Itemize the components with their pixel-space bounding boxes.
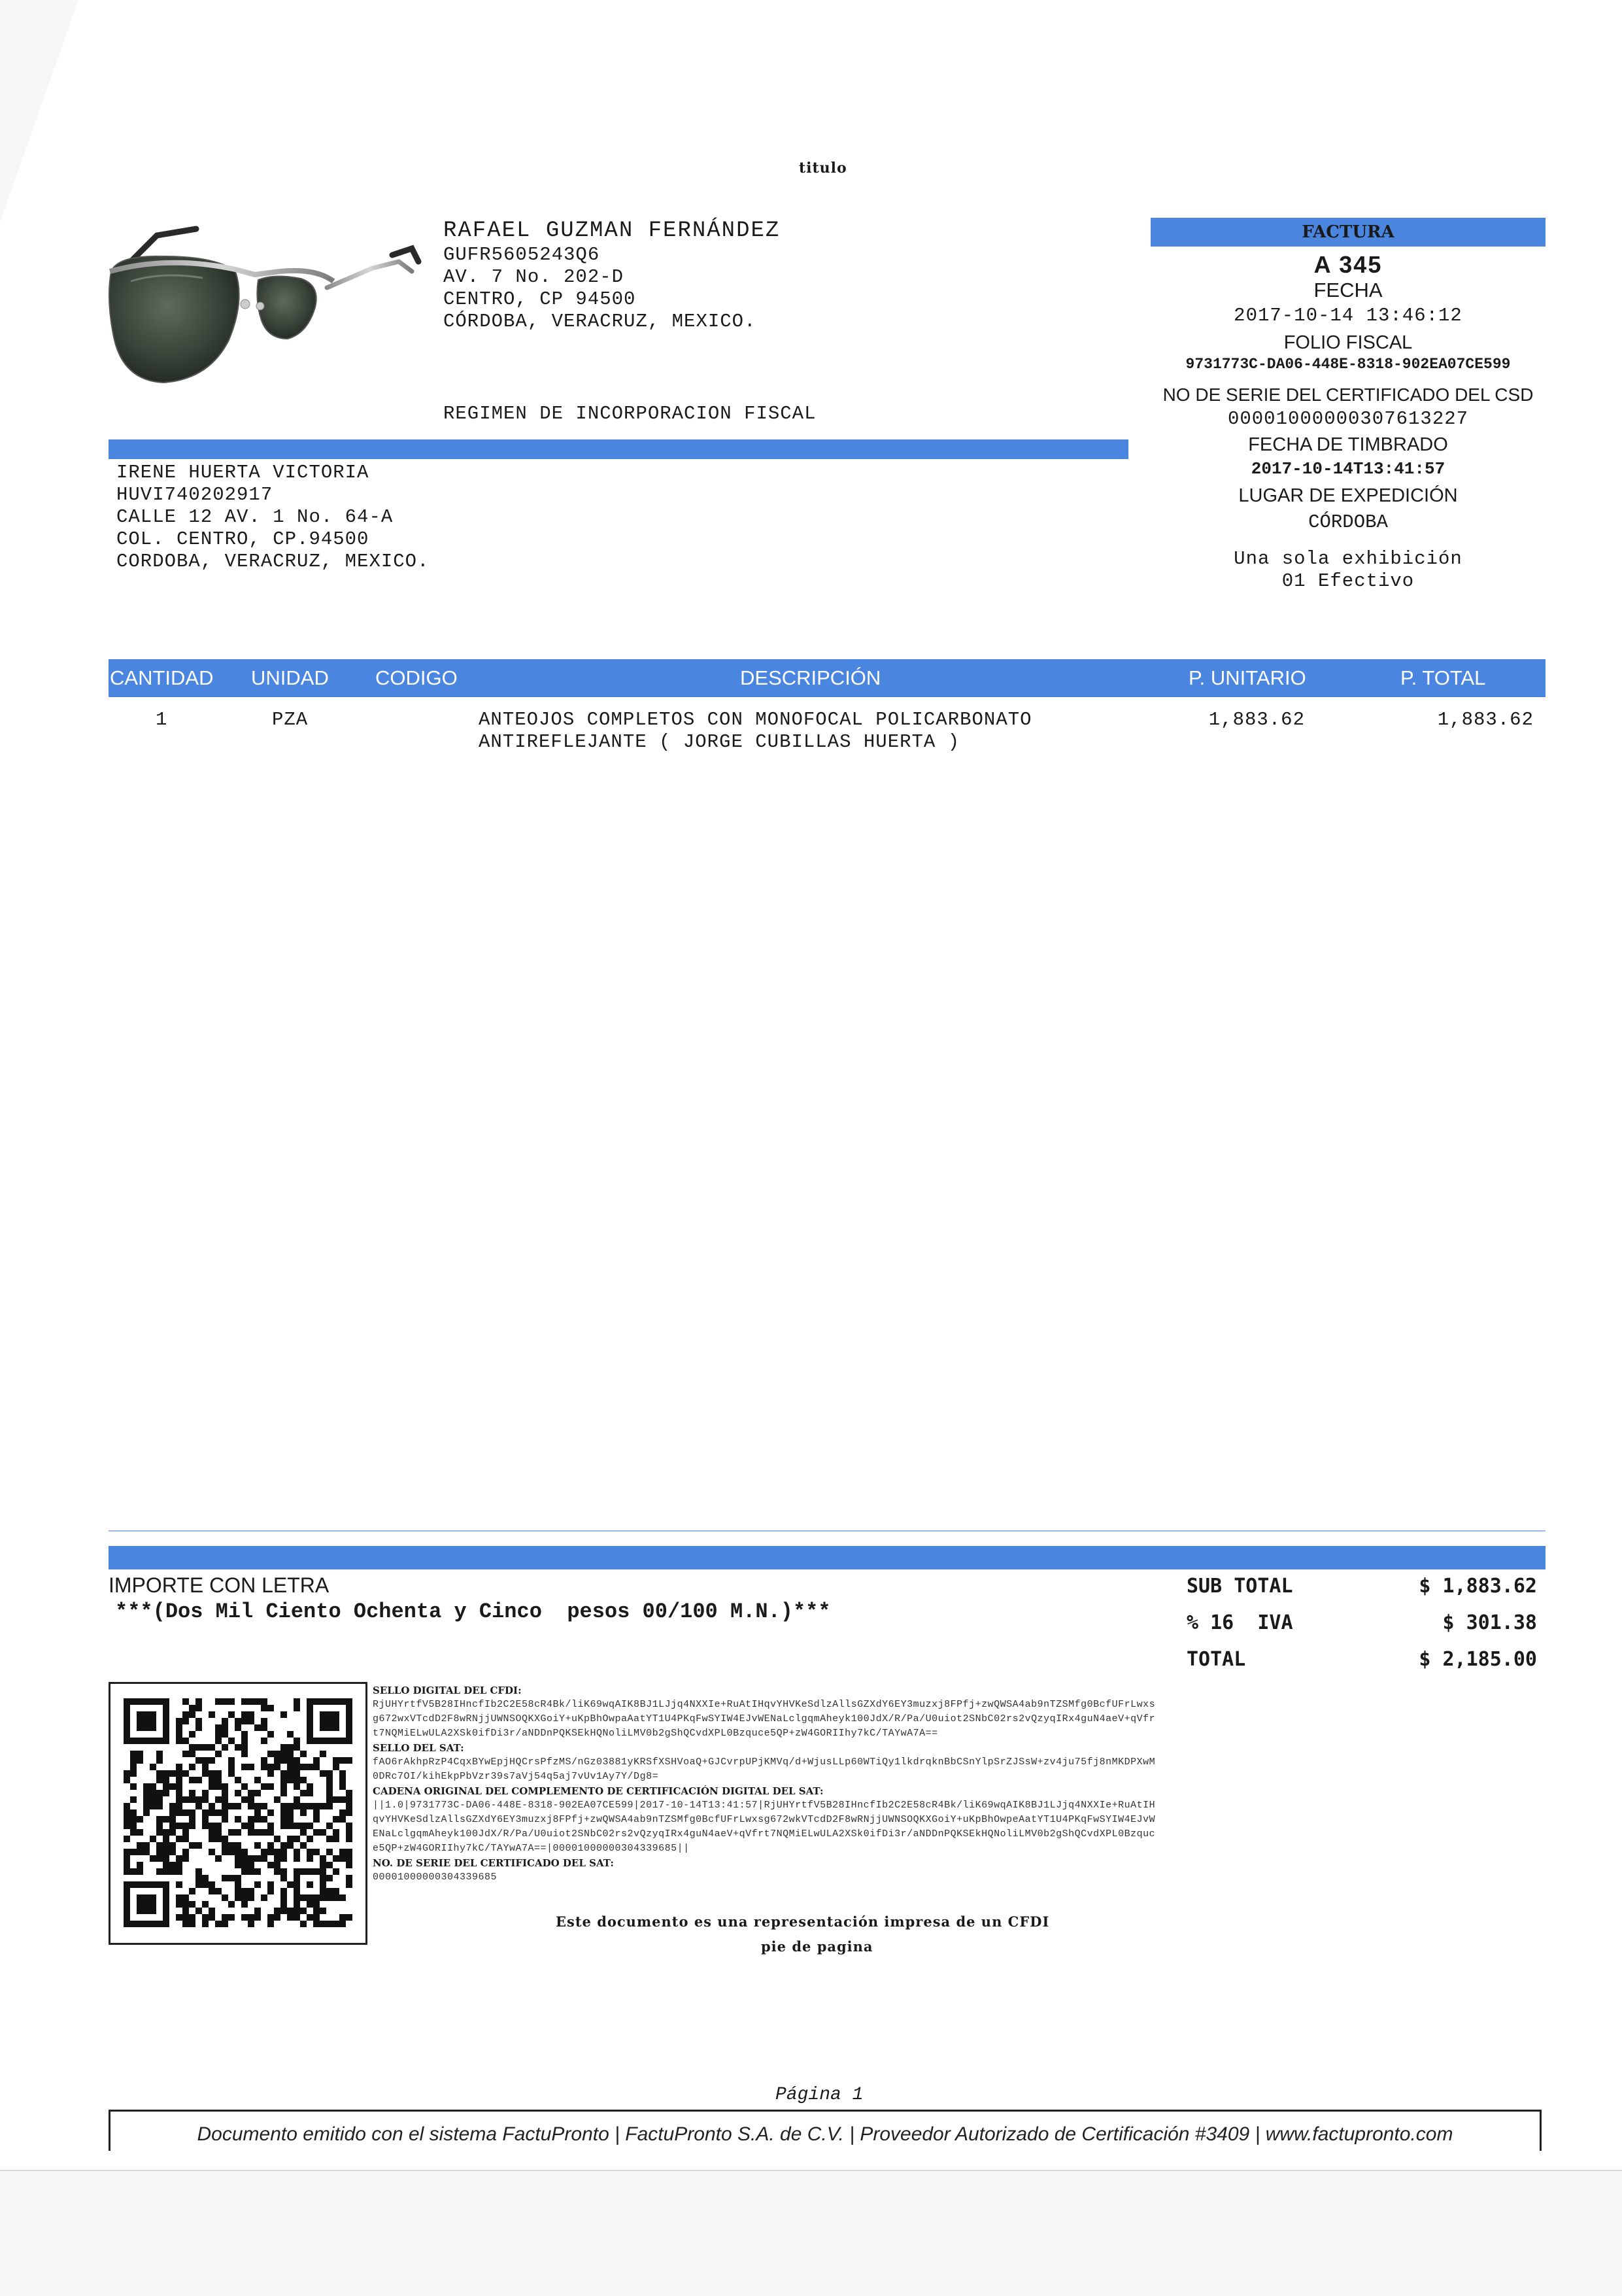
cell-cantidad: 1 (156, 709, 168, 730)
timbrado-label: FECHA DE TIMBRADO (1248, 434, 1448, 455)
receiver-name: IRENE HUERTA VICTORIA (116, 462, 369, 483)
page-number: Página 1 (775, 2085, 864, 2105)
folio-fiscal-label: FOLIO FISCAL (1283, 332, 1413, 353)
col-p-unitario: P. UNITARIO (1189, 666, 1306, 689)
lugar-label: LUGAR DE EXPEDICIÓN (1238, 485, 1458, 506)
sello-sat-value: fAO6rAkhpRzP4CqxBYwEpjHQCrsPfzMS/nGz03881yKRSfXSHVoaQ+GJCvrpUPjKMVq/d+WjusLLp60WTiQy1lkdrqknBbCSnYlpSrZJSsW+zv4ju75fj8nMKDPXwM0DRc7OI/kihEkpPbVzr39s7aVj54q5aj7vUv1Ay7Y/Dg8= (373, 1756, 1156, 1782)
lugar-value: CÓRDOBA (1308, 511, 1388, 533)
metodo-pago: 01 Efectivo (1281, 570, 1415, 592)
receiver-address-1: CALLE 12 AV. 1 No. 64-A (116, 506, 394, 528)
items-table-header (109, 659, 1546, 697)
fecha-label: FECHA (1313, 279, 1383, 301)
cell-p-unitario: 1,883.62 (1208, 709, 1305, 730)
scan-bottom-margin (0, 2170, 1622, 2296)
issuer-block (443, 218, 780, 333)
thin-divider (109, 1530, 1546, 1532)
col-codigo: CODIGO (375, 666, 458, 689)
receiver-address-2: COL. CENTRO, CP.94500 (116, 528, 369, 550)
footer-legend: Documento emitido con el sistema FactuPronto | FactuPronto S.A. de C.V. | Proveedor Autorizado de Certificación #3409 | www.factupronto.com (197, 2123, 1453, 2145)
cell-descripcion-2: ANTIREFLEJANTE ( JORGE CUBILLAS HUERTA ) (479, 731, 960, 753)
col-descripcion: DESCRIPCIÓN (740, 666, 881, 689)
col-unidad: UNIDAD (251, 666, 329, 689)
issuer-address-1: AV. 7 No. 202-D (443, 266, 624, 288)
footer-box (109, 2110, 1542, 2151)
issuer-rfc: GUFR5605243Q6 (443, 244, 600, 266)
col-cantidad: CANTIDAD (110, 666, 214, 689)
representacion-text: Este documento es una representación impresa de un CFDI (556, 1913, 1050, 1930)
scan-fold-corner (0, 0, 78, 222)
qr-code (109, 1682, 367, 1945)
sello-sat-label: SELLO DEL SAT: (373, 1742, 464, 1754)
col-p-total: P. TOTAL (1400, 666, 1486, 689)
cadena-label: CADENA ORIGINAL DEL COMPLEMENTO DE CERTIFICACIÓN DIGITAL DEL SAT: (373, 1785, 824, 1797)
receiver-address-3: CORDOBA, VERACRUZ, MEXICO. (116, 551, 430, 572)
fecha-value: 2017-10-14 13:46:12 (1234, 305, 1462, 326)
issuer-regimen: REGIMEN DE INCORPORACION FISCAL (443, 403, 817, 424)
table-row (109, 709, 1546, 761)
iva-value: $ 301.38 (1442, 1611, 1537, 1634)
no-serie-sat-value: 00001000000304339685 (373, 1872, 498, 1883)
pie-de-pagina: pie de pagina (761, 1938, 873, 1955)
serie-csd-value: 00001000000307613227 (1227, 408, 1469, 430)
cell-unidad: PZA (272, 709, 309, 730)
factura-header (1151, 218, 1546, 247)
factura-folio: A 345 (1313, 251, 1383, 278)
total-label: TOTAL (1187, 1648, 1246, 1671)
timbrado-value: 2017-10-14T13:41:57 (1251, 459, 1445, 479)
importe-text: ***(Dos Mil Ciento Ochenta y Cinco pesos 00/100 M.N.)*** (115, 1600, 831, 1624)
issuer-address-2: CENTRO, CP 94500 (443, 288, 636, 310)
issuer-address-3: CÓRDOBA, VERACRUZ, MEXICO. (443, 311, 756, 332)
importe-label: IMPORTE CON LETRA (109, 1573, 329, 1597)
sellos-block (373, 1683, 1157, 1885)
sunglasses-logo (105, 209, 445, 405)
cell-descripcion-1: ANTEOJOS COMPLETOS CON MONOFOCAL POLICARBONATO (479, 709, 1032, 730)
cell-p-total: 1,883.62 (1437, 709, 1534, 730)
cadena-value: ||1.0|9731773C-DA06-448E-8318-902EA07CE599|2017-10-14T13:41:57|RjUHYrtfV5B28IHncfIb2C2E58cR4Bk/liK69wqAIK8BJ1LJjq4NXXIe+RuAtIHqvYHVKeSdlzAllsGZXdY6EY3muzxj8FPfj+zwQWSA4ab9nTZSMfg0BcfUFrLwxsg672wkVTcdD2F8wRNjjUWNSOQKXGoiY+uKpBhOwpeAatYT1U4PKqFwSYIW4EJvWENaLclgqmAheyk100JdX/R/Pa/U0uiot2SNbC02rs2vQzyqIRx4guN4aeV+qVfrt7NQMiELwULA2XSk0ifDi3r/aNDDnPQKSEkHQNoliLMV0b2gShQCvdXPL0Bzquce5QP+zW4GORIIhy7kC/TAYwA7A==|00001000000304339685|| (373, 1800, 1156, 1854)
subtotal-label: SUB TOTAL (1187, 1575, 1293, 1598)
forma-pago: Una sola exhibición (1234, 548, 1462, 570)
sello-cfdi-label: SELLO DIGITAL DEL CFDI: (373, 1685, 522, 1696)
iva-label: % 16 IVA (1187, 1611, 1293, 1634)
folio-fiscal-value: 9731773C-DA06-448E-8318-902EA07CE599 (1185, 356, 1511, 373)
serie-csd-label: NO DE SERIE DEL CERTIFICADO DEL CSD (1162, 385, 1534, 405)
issuer-name: RAFAEL GUZMAN FERNÁNDEZ (443, 218, 781, 243)
sello-cfdi-value: RjUHYrtfV5B28IHncfIb2C2E58cR4Bk/liK69wqAIK8BJ1LJjq4NXXIe+RuAtIHqvYHVKeSdlzAllsGZXdY6EY3muzxj8FPfj+zwQWSA4ab9nTZSMfg0BcfUFrLwxsg672wxVTcdD2F8wRNjjUWNSOQKXGoiY+uKpBhOwpaAatYT1U4PKqFwSYIW4EJvWENaLclgqmAheyk100JdX/R/Pa/U0uiot2SNbC02rs2vQzyqIRx4guN4aeV+qVfrt7NQMiELwULA2XSk0ifDi3r/aNDDnPQKSEkHQNoliLMV0b2gShQCvdXPL0Bzquce5QP+zW4GORIIhy7kC/TAYwA7A== (373, 1699, 1156, 1739)
receiver-block (116, 462, 429, 573)
subtotal-value: $ 1,883.62 (1419, 1575, 1537, 1598)
no-serie-sat-label: NO. DE SERIE DEL CERTIFICADO DEL SAT: (373, 1857, 614, 1869)
total-value: $ 2,185.00 (1419, 1648, 1537, 1671)
document-title: titulo (799, 160, 847, 177)
receiver-rfc: HUVI740202917 (116, 484, 273, 505)
factura-title: FACTURA (1302, 222, 1394, 242)
totals-divider-bar (109, 1546, 1546, 1569)
issuer-divider-bar (109, 439, 1128, 459)
